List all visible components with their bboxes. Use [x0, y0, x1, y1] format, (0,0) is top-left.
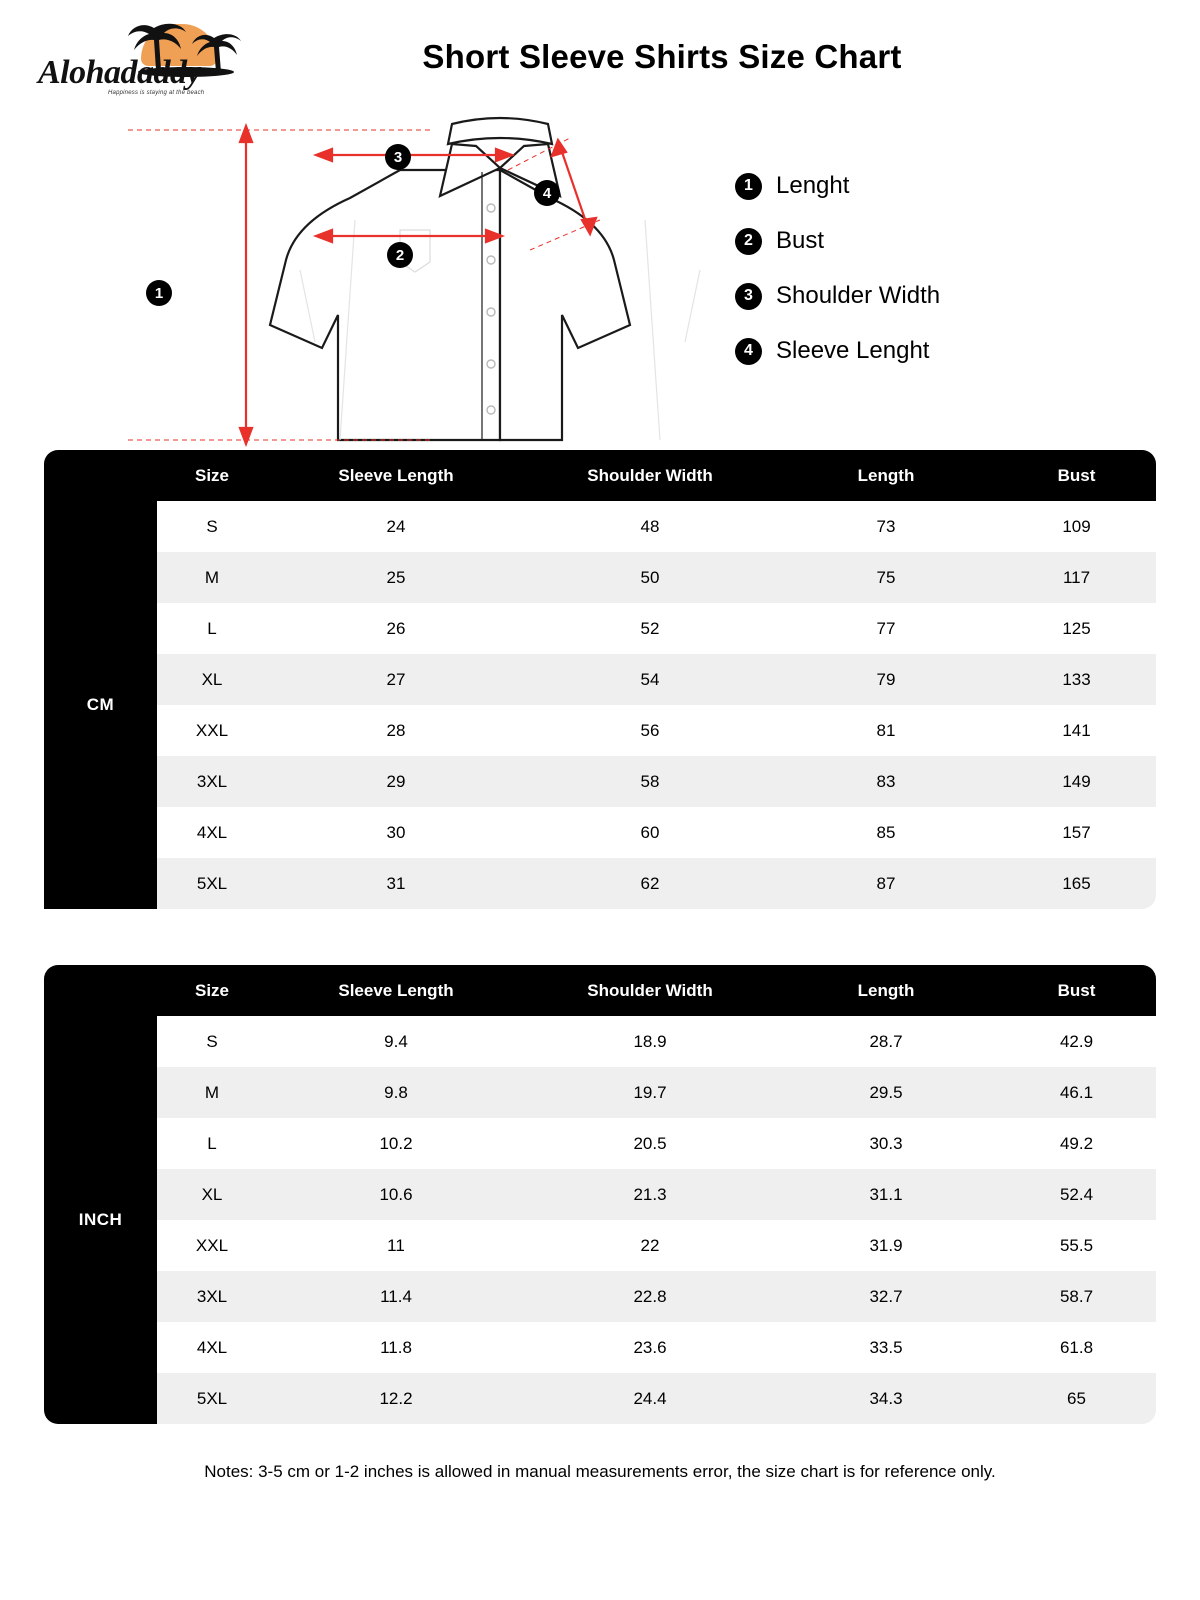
col-length: Length — [775, 450, 997, 501]
cell-shoulder: 22 — [525, 1220, 775, 1271]
cell-size: XL — [157, 654, 267, 705]
cell-sleeve: 12.2 — [267, 1373, 525, 1424]
inch-table-wrapper — [44, 965, 1156, 1424]
cell-sleeve: 26 — [267, 603, 525, 654]
cell-length: 33.5 — [775, 1322, 997, 1373]
cell-sleeve: 11 — [267, 1220, 525, 1271]
cell-length: 28.7 — [775, 1016, 997, 1067]
table-row — [44, 807, 1156, 858]
legend-badge-2: 2 — [735, 228, 762, 255]
footer-notes: Notes: 3-5 cm or 1-2 inches is allowed in manual measurements error, the size chart is for reference only. — [204, 1462, 996, 1481]
cell-shoulder: 48 — [525, 501, 775, 552]
cell-size: S — [157, 1016, 267, 1067]
legend-label-3: Shoulder Width — [776, 282, 941, 309]
table-head-cm — [44, 450, 1156, 501]
cell-sleeve: 9.8 — [267, 1067, 525, 1118]
legend-badge-1: 1 — [735, 173, 762, 200]
legend-label-4: Sleeve Lenght — [776, 337, 930, 364]
cell-size: S — [157, 501, 267, 552]
marker-4: 4 — [534, 180, 560, 206]
table-row — [44, 603, 1156, 654]
cell-length: 75 — [775, 552, 997, 603]
table-body-cm — [44, 501, 1156, 909]
cell-sleeve: 9.4 — [267, 1016, 525, 1067]
table-row — [44, 1067, 1156, 1118]
cell-size: L — [157, 1118, 267, 1169]
unit-header-inch — [44, 965, 157, 1016]
legend-badge-4: 4 — [735, 338, 762, 365]
brand-tagline: Happiness is staying at the beach — [108, 90, 205, 96]
col-size: Size — [157, 450, 267, 501]
table-row — [44, 1322, 1156, 1373]
cell-size: M — [157, 1067, 267, 1118]
cell-bust: 125 — [997, 603, 1156, 654]
cell-sleeve: 24 — [267, 501, 525, 552]
page-header — [0, 0, 1200, 110]
cell-bust: 49.2 — [997, 1118, 1156, 1169]
cell-bust: 141 — [997, 705, 1156, 756]
cell-size: 3XL — [157, 1271, 267, 1322]
cell-bust: 157 — [997, 807, 1156, 858]
table-body-inch — [44, 1016, 1156, 1424]
cell-bust: 55.5 — [997, 1220, 1156, 1271]
cell-shoulder: 18.9 — [525, 1016, 775, 1067]
cell-size: M — [157, 552, 267, 603]
table-row — [44, 1016, 1156, 1067]
marker-3: 3 — [385, 144, 411, 170]
cell-shoulder: 52 — [525, 603, 775, 654]
cell-bust: 42.9 — [997, 1016, 1156, 1067]
table-row — [44, 552, 1156, 603]
cell-bust: 165 — [997, 858, 1156, 909]
col-size: Size — [157, 965, 267, 1016]
table-header-row — [44, 450, 1156, 501]
cell-sleeve: 29 — [267, 756, 525, 807]
cm-table-wrapper — [44, 450, 1156, 909]
legend — [735, 172, 1135, 392]
marker-2: 2 — [387, 242, 413, 268]
cell-length: 29.5 — [775, 1067, 997, 1118]
cell-sleeve: 28 — [267, 705, 525, 756]
cell-shoulder: 60 — [525, 807, 775, 858]
legend-label-1: Lenght — [776, 172, 850, 199]
cell-length: 81 — [775, 705, 997, 756]
brand-name: Alohadaddy — [38, 54, 202, 91]
cell-shoulder: 50 — [525, 552, 775, 603]
legend-item-length — [735, 172, 1135, 200]
cell-size: XXL — [157, 705, 267, 756]
unit-header-cm — [44, 450, 157, 501]
cell-length: 31.9 — [775, 1220, 997, 1271]
legend-item-bust — [735, 227, 1135, 255]
cell-size: XL — [157, 1169, 267, 1220]
cell-size: L — [157, 603, 267, 654]
cell-shoulder: 62 — [525, 858, 775, 909]
col-shoulder-width: Shoulder Width — [525, 450, 775, 501]
measurement-diagram — [0, 110, 1200, 450]
cell-size: 4XL — [157, 1322, 267, 1373]
cell-length: 73 — [775, 501, 997, 552]
cell-sleeve: 30 — [267, 807, 525, 858]
cell-sleeve: 25 — [267, 552, 525, 603]
cell-bust: 52.4 — [997, 1169, 1156, 1220]
cell-sleeve: 11.4 — [267, 1271, 525, 1322]
cell-shoulder: 22.8 — [525, 1271, 775, 1322]
cell-length: 77 — [775, 603, 997, 654]
col-bust: Bust — [997, 965, 1156, 1016]
legend-item-shoulder-width — [735, 282, 1135, 310]
cell-bust: 65 — [997, 1373, 1156, 1424]
unit-cell-cm: CM — [44, 501, 157, 909]
table-row — [44, 1118, 1156, 1169]
col-sleeve-length: Sleeve Length — [267, 450, 525, 501]
cell-sleeve: 11.8 — [267, 1322, 525, 1373]
col-shoulder-width: Shoulder Width — [525, 965, 775, 1016]
legend-badge-3: 3 — [735, 283, 762, 310]
cell-length: 79 — [775, 654, 997, 705]
table-head-inch — [44, 965, 1156, 1016]
cell-shoulder: 21.3 — [525, 1169, 775, 1220]
cell-length: 34.3 — [775, 1373, 997, 1424]
cell-length: 31.1 — [775, 1169, 997, 1220]
cell-bust: 117 — [997, 552, 1156, 603]
cell-bust: 46.1 — [997, 1067, 1156, 1118]
cell-bust: 149 — [997, 756, 1156, 807]
cell-sleeve: 10.6 — [267, 1169, 525, 1220]
table-spacer — [0, 909, 1200, 965]
size-table-cm — [44, 450, 1156, 909]
col-sleeve-length: Sleeve Length — [267, 965, 525, 1016]
table-row — [44, 1373, 1156, 1424]
marker-1: 1 — [146, 280, 172, 306]
unit-cell-inch: INCH — [44, 1016, 157, 1424]
cell-shoulder: 56 — [525, 705, 775, 756]
table-row — [44, 858, 1156, 909]
col-bust: Bust — [997, 450, 1156, 501]
page-title: Short Sleeve Shirts Size Chart — [422, 38, 902, 75]
cell-bust: 61.8 — [997, 1322, 1156, 1373]
legend-label-2: Bust — [776, 227, 825, 254]
table-row — [44, 756, 1156, 807]
cell-bust: 58.7 — [997, 1271, 1156, 1322]
table-row — [44, 1169, 1156, 1220]
cell-sleeve: 27 — [267, 654, 525, 705]
cell-shoulder: 19.7 — [525, 1067, 775, 1118]
cell-length: 83 — [775, 756, 997, 807]
size-table-inch — [44, 965, 1156, 1424]
cell-size: 5XL — [157, 1373, 267, 1424]
cell-length: 32.7 — [775, 1271, 997, 1322]
cell-shoulder: 24.4 — [525, 1373, 775, 1424]
cell-size: XXL — [157, 1220, 267, 1271]
cell-shoulder: 54 — [525, 654, 775, 705]
cell-size: 3XL — [157, 756, 267, 807]
cell-shoulder: 20.5 — [525, 1118, 775, 1169]
table-row — [44, 1220, 1156, 1271]
cell-shoulder: 23.6 — [525, 1322, 775, 1373]
cell-bust: 133 — [997, 654, 1156, 705]
table-row — [44, 654, 1156, 705]
col-length: Length — [775, 965, 997, 1016]
cell-size: 4XL — [157, 807, 267, 858]
cell-length: 87 — [775, 858, 997, 909]
table-row — [44, 501, 1156, 552]
legend-item-sleeve-length — [735, 337, 1135, 365]
shirt-illustration — [100, 110, 800, 450]
cell-sleeve: 31 — [267, 858, 525, 909]
cell-size: 5XL — [157, 858, 267, 909]
cell-sleeve: 10.2 — [267, 1118, 525, 1169]
cell-length: 85 — [775, 807, 997, 858]
table-row — [44, 705, 1156, 756]
cell-length: 30.3 — [775, 1118, 997, 1169]
table-row — [44, 1271, 1156, 1322]
cell-shoulder: 58 — [525, 756, 775, 807]
table-header-row — [44, 965, 1156, 1016]
cell-bust: 109 — [997, 501, 1156, 552]
